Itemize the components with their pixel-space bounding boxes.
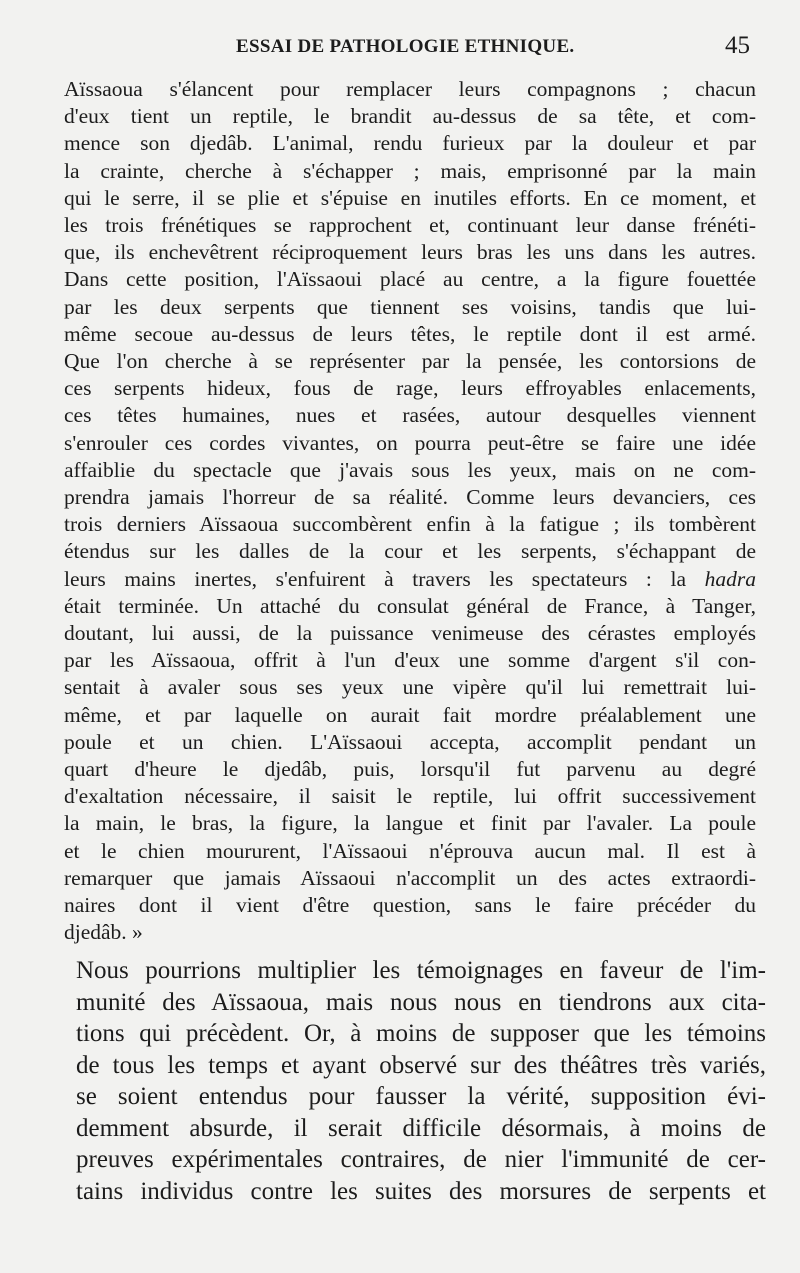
quote-line: et le chien moururent, l'Aïssaoui n'éprouva aucun mal. Il est à	[64, 838, 756, 863]
body-paragraph	[76, 955, 766, 1207]
body-line: munité des Aïssaoua, mais nous nous en tiendrons aux cita-	[76, 988, 766, 1016]
quote-line: même secoue au-dessus de leurs têtes, le reptile dont il est armé.	[64, 321, 756, 346]
quote-line: par les Aïssaoua, offrit à l'un d'eux une somme d'argent s'il con-	[64, 648, 756, 673]
quote-line: d'eux tient un reptile, le brandit au-dessus de sa tête, et com-	[64, 104, 756, 129]
body-line: de tous les temps et ayant observé sur des théâtres très variés,	[76, 1051, 766, 1079]
page-number: 45	[725, 32, 750, 59]
quote-line: ces serpents hideux, fous de rage, leurs effroyables enlacements,	[64, 376, 756, 401]
quote-line: par les deux serpents que tiennent ses voisins, tandis que lui-	[64, 294, 756, 319]
quote-line: d'exaltation nécessaire, il saisit le reptile, lui offrit successivement	[64, 784, 756, 809]
quote-line: poule et un chien. L'Aïssaoui accepta, accomplit pendant un	[64, 729, 756, 754]
quote-line: la main, le bras, la figure, la langue et finit par l'avaler. La poule	[64, 811, 756, 836]
quote-line: Dans cette position, l'Aïssaoui placé au centre, a la figure fouettée	[64, 267, 756, 292]
body-line: demment absurde, il serait difficile désormais, à moins de	[76, 1114, 766, 1142]
body-line: tains individus contre les suites des morsures de serpents et	[76, 1177, 766, 1205]
quote-line: était terminée. Un attaché du consulat général de France, à Tanger,	[64, 593, 756, 618]
quote-line: les trois frénétiques se rapprochent et, continuant leur danse frénéti-	[64, 213, 756, 238]
quote-line: Que l'on cherche à se représenter par la pensée, les contorsions de	[64, 349, 756, 374]
quote-line: Aïssaoua s'élancent pour remplacer leurs compagnons ; chacun	[64, 77, 756, 101]
running-title: ESSAI DE PATHOLOGIE ETHNIQUE.	[236, 36, 575, 57]
body-line: Nous pourrions multiplier les témoignages en faveur de l'im-	[76, 957, 766, 984]
quote-line: prendra jamais l'horreur de sa réalité. Comme leurs devanciers, ces	[64, 485, 756, 510]
quote-line: ces têtes humaines, nues et rasées, autour desquelles viennent	[64, 403, 756, 428]
quote-line: affaiblie du spectacle que j'avais sous les yeux, mais on ne com-	[64, 457, 756, 482]
quote-line: s'enrouler ces cordes vivantes, on pourra peut-être se faire une idée	[64, 430, 756, 455]
quote-line: étendus sur les dalles de la cour et les serpents, s'échappant de	[64, 539, 756, 564]
quote-line: mence son djedâb. L'animal, rendu furieux par la douleur et par	[64, 131, 756, 156]
quote-line: trois derniers Aïssaoua succombèrent enfin à la fatigue ; ils tombèrent	[64, 512, 756, 537]
quote-line-text: leurs mains inertes, s'enfuirent à travers les spectateurs : la	[64, 566, 687, 591]
quote-line-with-italic	[64, 566, 756, 593]
quoted-passage	[64, 76, 756, 947]
quote-line: djedâb. »	[64, 920, 143, 945]
body-line: tions qui précèdent. Or, à moins de supposer que les témoins	[76, 1020, 766, 1047]
quote-line: la crainte, cherche à s'échapper ; mais, emprisonné par la main	[64, 158, 756, 183]
quote-line: sentait à avaler sous ses yeux une vipère qu'il lui remettrait lui-	[64, 675, 756, 700]
body-line: preuves expérimentales contraires, de nier l'immunité de cer-	[76, 1146, 766, 1173]
quote-line: que, ils enchevêtrent réciproquement leurs bras les uns dans les autres.	[64, 240, 756, 265]
italic-term-hadra: hadra	[704, 566, 756, 591]
quote-line: qui le serre, il se plie et s'épuise en inutiles efforts. En ce moment, et	[64, 185, 756, 210]
quote-line: quart d'heure le djedâb, puis, lorsqu'il fut parvenu au degré	[64, 757, 756, 782]
quote-line: remarquer que jamais Aïssaoui n'accomplit un des actes extraordi-	[64, 865, 756, 890]
quote-line: naires dont il vient d'être question, sans le faire précéder du	[64, 893, 756, 918]
page-header	[66, 32, 756, 62]
body-line: se soient entendus pour fausser la vérité, supposition évi-	[76, 1083, 766, 1110]
quote-line: doutant, lui aussi, de la puissance venimeuse des cérastes employés	[64, 621, 756, 646]
quote-line: même, et par laquelle on aurait fait mordre préalablement une	[64, 702, 756, 727]
